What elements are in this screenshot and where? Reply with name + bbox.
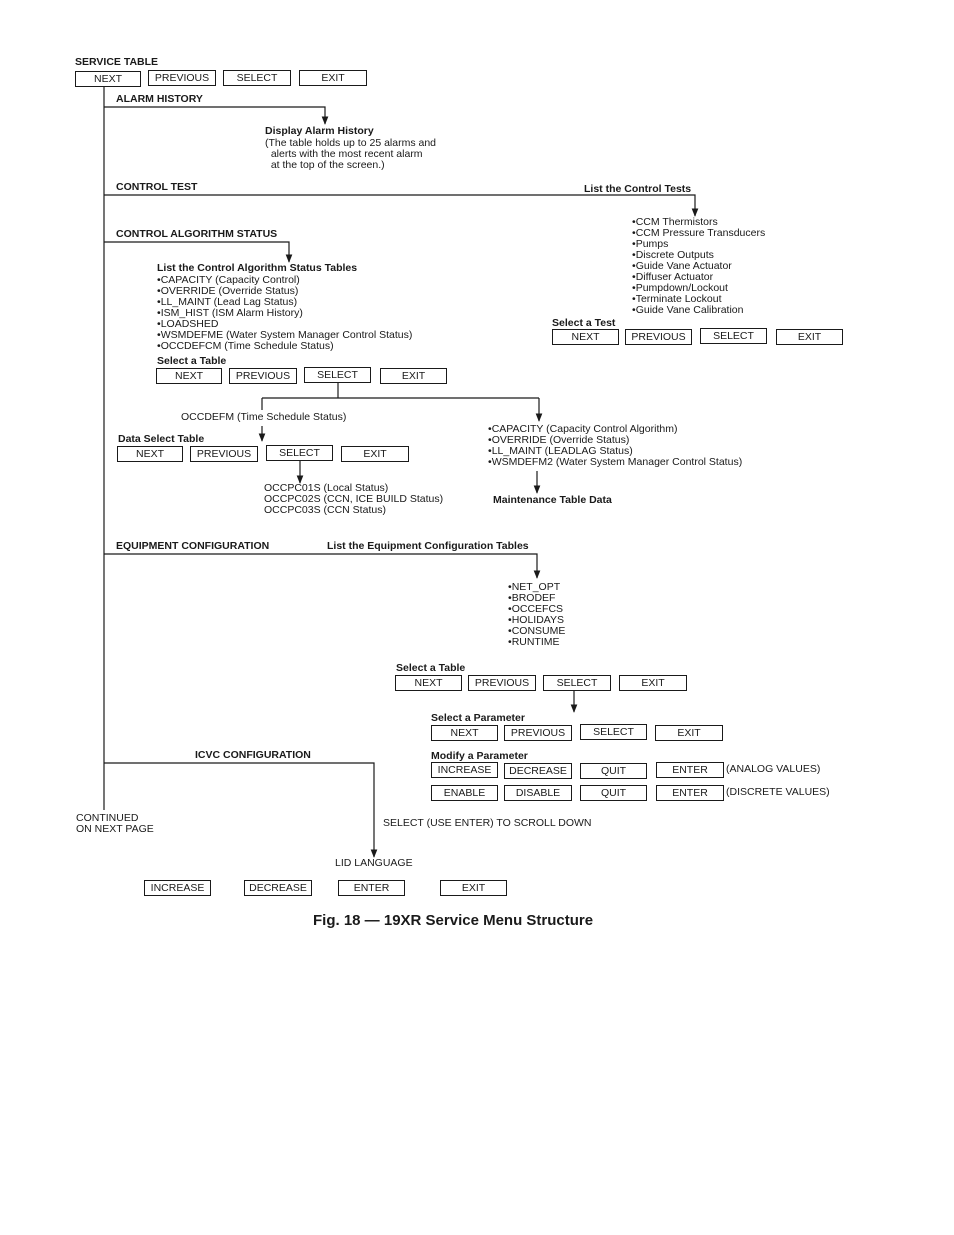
- discrete-enter-button[interactable]: ENTER: [656, 785, 724, 801]
- alarm-history-label: ALARM HISTORY: [116, 93, 203, 105]
- select-parameter-label: Select a Parameter: [431, 712, 525, 724]
- algorithm-select-button[interactable]: SELECT: [304, 367, 371, 383]
- algorithm-next-button[interactable]: NEXT: [156, 368, 222, 384]
- service-previous-button[interactable]: PREVIOUS: [148, 70, 216, 86]
- test-select-button[interactable]: SELECT: [700, 328, 767, 344]
- data-select-button[interactable]: SELECT: [266, 445, 333, 461]
- alarm-history-desc-line-2: alerts with the most recent alarm: [265, 148, 423, 160]
- equipment-config-label: EQUIPMENT CONFIGURATION: [116, 540, 270, 552]
- algorithm-previous-button[interactable]: PREVIOUS: [229, 368, 297, 384]
- list-item: • HOLIDAYS: [508, 615, 565, 626]
- control-test-label: CONTROL TEST: [116, 181, 198, 193]
- icvc-increase-button[interactable]: INCREASE: [144, 880, 211, 896]
- icvc-enter-button[interactable]: ENTER: [338, 880, 405, 896]
- lid-language-label: LID LANGUAGE: [335, 857, 413, 869]
- control-test-list-title: List the Control Tests: [584, 183, 692, 195]
- control-algorithm-list: [157, 275, 412, 352]
- service-table-title: SERVICE TABLE: [75, 56, 159, 68]
- data-previous-button[interactable]: PREVIOUS: [190, 446, 258, 462]
- list-item: • OCCEFCS: [508, 604, 565, 615]
- list-item: • CAPACITY (Capacity Control): [157, 275, 412, 286]
- list-item: • Pumps: [632, 239, 765, 250]
- occpc01s-label: OCCPC01S (Local Status): [264, 482, 389, 494]
- scroll-note: SELECT (USE ENTER) TO SCROLL DOWN: [383, 817, 592, 829]
- analog-decrease-button[interactable]: DECREASE: [504, 763, 572, 779]
- occdefm-label: OCCDEFM (Time Schedule Status): [181, 411, 347, 423]
- list-item: • OVERRIDE (Override Status): [157, 286, 412, 297]
- control-algorithm-label: CONTROL ALGORITHM STATUS: [116, 228, 278, 240]
- maintenance-table-data-label: Maintenance Table Data: [493, 494, 612, 506]
- list-item: • LL_MAINT (LEADLAG Status): [488, 446, 742, 457]
- list-item: • WSMDEFME (Water System Manager Control Status): [157, 330, 412, 341]
- list-item: • NET_OPT: [508, 582, 565, 593]
- equipment-exit-button[interactable]: EXIT: [619, 675, 687, 691]
- maintenance-list: [488, 424, 742, 468]
- list-item: • LOADSHED: [157, 319, 412, 330]
- list-item: • CONSUME: [508, 626, 565, 637]
- figure-caption: Fig. 18 — 19XR Service Menu Structure: [313, 912, 594, 929]
- select-test-label: Select a Test: [552, 317, 616, 329]
- test-next-button[interactable]: NEXT: [552, 329, 619, 345]
- data-exit-button[interactable]: EXIT: [341, 446, 409, 462]
- list-item: • Terminate Lockout: [632, 294, 765, 305]
- list-item: • LL_MAINT (Lead Lag Status): [157, 297, 412, 308]
- equipment-config-connector: [104, 554, 537, 578]
- discrete-values-note: (DISCRETE VALUES): [726, 786, 830, 798]
- equipment-config-list-title: List the Equipment Configuration Tables: [327, 540, 529, 552]
- parameter-previous-button[interactable]: PREVIOUS: [504, 725, 572, 741]
- test-previous-button[interactable]: PREVIOUS: [625, 329, 692, 345]
- alarm-history-desc-line-1: (The table holds up to 25 alarms and: [265, 137, 437, 149]
- equipment-select-table-label: Select a Table: [396, 662, 466, 674]
- list-item: • CCM Pressure Transducers: [632, 228, 765, 239]
- service-exit-button[interactable]: EXIT: [299, 70, 367, 86]
- alarm-history-display-title: Display Alarm History: [265, 125, 374, 137]
- discrete-quit-button[interactable]: QUIT: [580, 785, 647, 801]
- icvc-exit-button[interactable]: EXIT: [440, 880, 507, 896]
- data-select-table-label: Data Select Table: [118, 433, 205, 445]
- continued-line-2: ON NEXT PAGE: [76, 823, 154, 835]
- analog-values-note: (ANALOG VALUES): [726, 763, 821, 775]
- service-next-button[interactable]: NEXT: [75, 71, 141, 87]
- alarm-history-connector: [104, 107, 325, 124]
- algorithm-exit-button[interactable]: EXIT: [380, 368, 447, 384]
- list-item: • Pumpdown/Lockout: [632, 283, 765, 294]
- data-next-button[interactable]: NEXT: [117, 446, 183, 462]
- list-item: • Diffuser Actuator: [632, 272, 765, 283]
- list-item: • CCM Thermistors: [632, 217, 765, 228]
- list-item: • BRODEF: [508, 593, 565, 604]
- list-item: • Guide Vane Actuator: [632, 261, 765, 272]
- list-item: • Discrete Outputs: [632, 250, 765, 261]
- algorithm-select-table-label: Select a Table: [157, 355, 227, 367]
- discrete-disable-button[interactable]: DISABLE: [504, 785, 572, 801]
- list-item: • CAPACITY (Capacity Control Algorithm): [488, 424, 742, 435]
- list-item: • Guide Vane Calibration: [632, 305, 765, 316]
- modify-parameter-label: Modify a Parameter: [431, 750, 528, 762]
- control-test-list: [632, 217, 765, 316]
- parameter-exit-button[interactable]: EXIT: [655, 725, 723, 741]
- alarm-history-desc-line-3: at the top of the screen.): [265, 159, 385, 171]
- occpc02s-label: OCCPC02S (CCN, ICE BUILD Status): [264, 493, 444, 505]
- discrete-enable-button[interactable]: ENABLE: [431, 785, 498, 801]
- list-item: • OCCDEFCM (Time Schedule Status): [157, 341, 412, 352]
- equipment-select-button[interactable]: SELECT: [543, 675, 611, 691]
- analog-increase-button[interactable]: INCREASE: [431, 762, 498, 778]
- analog-enter-button[interactable]: ENTER: [656, 762, 724, 778]
- equipment-previous-button[interactable]: PREVIOUS: [468, 675, 536, 691]
- parameter-next-button[interactable]: NEXT: [431, 725, 498, 741]
- equipment-config-list: [508, 582, 565, 648]
- list-item: • ISM_HIST (ISM Alarm History): [157, 308, 412, 319]
- analog-quit-button[interactable]: QUIT: [580, 763, 647, 779]
- continued-line-1: CONTINUED: [76, 812, 139, 824]
- icvc-config-label: ICVC CONFIGURATION: [195, 749, 311, 761]
- parameter-select-button[interactable]: SELECT: [580, 724, 647, 740]
- test-exit-button[interactable]: EXIT: [776, 329, 843, 345]
- service-select-button[interactable]: SELECT: [223, 70, 291, 86]
- control-test-connector: [104, 195, 695, 216]
- icvc-decrease-button[interactable]: DECREASE: [244, 880, 312, 896]
- list-item: • WSMDEFM2 (Water System Manager Control Status): [488, 457, 742, 468]
- occpc03s-label: OCCPC03S (CCN Status): [264, 504, 386, 516]
- equipment-next-button[interactable]: NEXT: [395, 675, 462, 691]
- list-item: • RUNTIME: [508, 637, 565, 648]
- icvc-config-connector: [104, 763, 374, 857]
- control-algorithm-list-title: List the Control Algorithm Status Tables: [157, 262, 358, 274]
- list-item: • OVERRIDE (Override Status): [488, 435, 742, 446]
- control-algorithm-connector: [104, 242, 289, 262]
